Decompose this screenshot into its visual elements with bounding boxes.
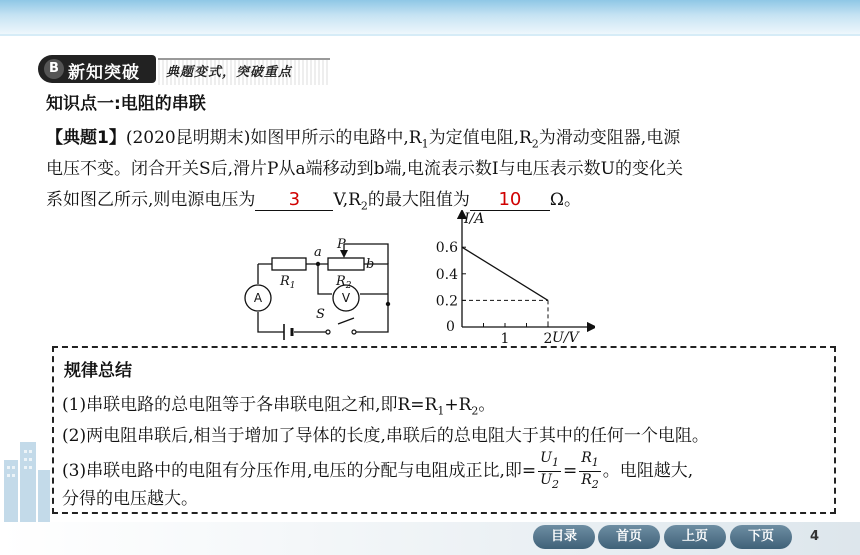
origin-label: 0 xyxy=(446,319,455,335)
catalog-button[interactable]: 目录 xyxy=(533,525,595,549)
section-title: 知识点一:电阻的串联 xyxy=(46,94,206,114)
subscript: 1 xyxy=(421,137,429,151)
label-b: b xyxy=(366,257,375,272)
top-banner xyxy=(0,0,860,34)
switch-contact xyxy=(326,330,330,334)
prev-page-button[interactable]: 上页 xyxy=(664,525,726,549)
summary-line-2: (2)两电阻串联后,相当于增加了导体的长度,串联后的总电阻大于其中的任何一个电阻。 xyxy=(62,426,709,446)
frac-num: U xyxy=(540,450,552,466)
city-decoration xyxy=(0,420,56,522)
summary-text: 。电阻越大, xyxy=(602,460,694,481)
subscript: 2 xyxy=(591,477,599,491)
voltmeter-label: V xyxy=(341,291,351,305)
subscript: 1 xyxy=(437,404,445,418)
y-tick-label: 0.4 xyxy=(435,266,458,283)
rheostat-r2 xyxy=(328,258,364,270)
problem-text: V,R xyxy=(333,190,361,210)
problem-text: Ω。 xyxy=(549,190,582,210)
summary-text: +R xyxy=(444,395,472,415)
home-button[interactable]: 首页 xyxy=(598,525,660,549)
next-page-button[interactable]: 下页 xyxy=(730,525,792,549)
answer-blank-1: 3 xyxy=(255,190,333,211)
problem-line-2: 电压不变。闭合开关S后,滑片P从a端移动到b端,电流表示数I与电压表示数U的变化关 xyxy=(46,159,683,179)
frac-den: R xyxy=(581,471,592,488)
ammeter-label: A xyxy=(253,291,263,305)
x-tick-label: 2 xyxy=(543,331,553,346)
label-p: P xyxy=(337,237,346,252)
label-r2: $R_2$ xyxy=(336,274,352,291)
problem-text: (2020昆明期末)如图甲所示的电路中,R xyxy=(125,128,422,148)
junction-dot xyxy=(386,302,390,306)
subscript: 2 xyxy=(551,477,559,491)
subscript: 2 xyxy=(531,137,539,151)
label-a: a xyxy=(314,245,322,260)
fraction-u xyxy=(538,450,561,493)
subscript: 2 xyxy=(360,199,368,213)
series-line xyxy=(462,247,548,300)
problem-line-1 xyxy=(46,126,680,156)
equals-sign: = xyxy=(562,460,578,481)
problem-text: 为定值电阻,R xyxy=(428,128,532,148)
y-tick-label: 0.2 xyxy=(435,293,458,310)
page-number: 4 xyxy=(810,529,820,544)
subscript: 2 xyxy=(471,404,479,418)
section-badge xyxy=(38,55,330,83)
problem-text: 的最大阻值为 xyxy=(367,190,470,210)
badge-subtitle: 典题变式，突破重点 xyxy=(166,65,293,80)
summary-box xyxy=(52,346,836,514)
label-r1: $R_1$ xyxy=(280,274,296,291)
problem-text: 系如图乙所示,则电源电压为 xyxy=(46,190,256,210)
subscript: 1 xyxy=(551,455,559,469)
badge-letter: B xyxy=(44,59,64,79)
fraction-r xyxy=(579,450,601,493)
x-tick-label: 1 xyxy=(500,331,510,346)
x-axis-label: U/V xyxy=(552,330,579,346)
frac-den: U xyxy=(540,471,552,488)
summary-title: 规律总结 xyxy=(64,361,132,381)
node-a-dot xyxy=(316,262,320,266)
label-s: S xyxy=(316,307,325,322)
y-tick-label: 0.6 xyxy=(435,240,458,257)
resistor-r1 xyxy=(272,258,306,270)
summary-line-4: 分得的电压越大。 xyxy=(62,489,198,509)
switch-contact xyxy=(352,330,356,334)
summary-text: 。 xyxy=(478,395,496,415)
top-divider xyxy=(0,34,860,36)
summary-line-1 xyxy=(62,390,495,417)
subscript: 1 xyxy=(591,455,599,469)
problem-text: 为滑动变阻器,电源 xyxy=(538,128,681,148)
y-axis-label: I/A xyxy=(464,211,485,227)
iu-chart xyxy=(420,210,595,346)
answer-blank-2: 10 xyxy=(470,190,550,211)
circuit-diagram xyxy=(240,236,410,344)
problem-label: 【典题1】 xyxy=(46,128,126,148)
badge-title: 新知突破 xyxy=(68,63,140,83)
frac-num: R xyxy=(581,450,592,466)
summary-text: (1)串联电路的总电阻等于各串联电阻之和,即R=R xyxy=(62,395,438,415)
summary-text: (3)串联电路中的电阻有分压作用,电压的分配与电阻成正比,即= xyxy=(62,460,537,481)
